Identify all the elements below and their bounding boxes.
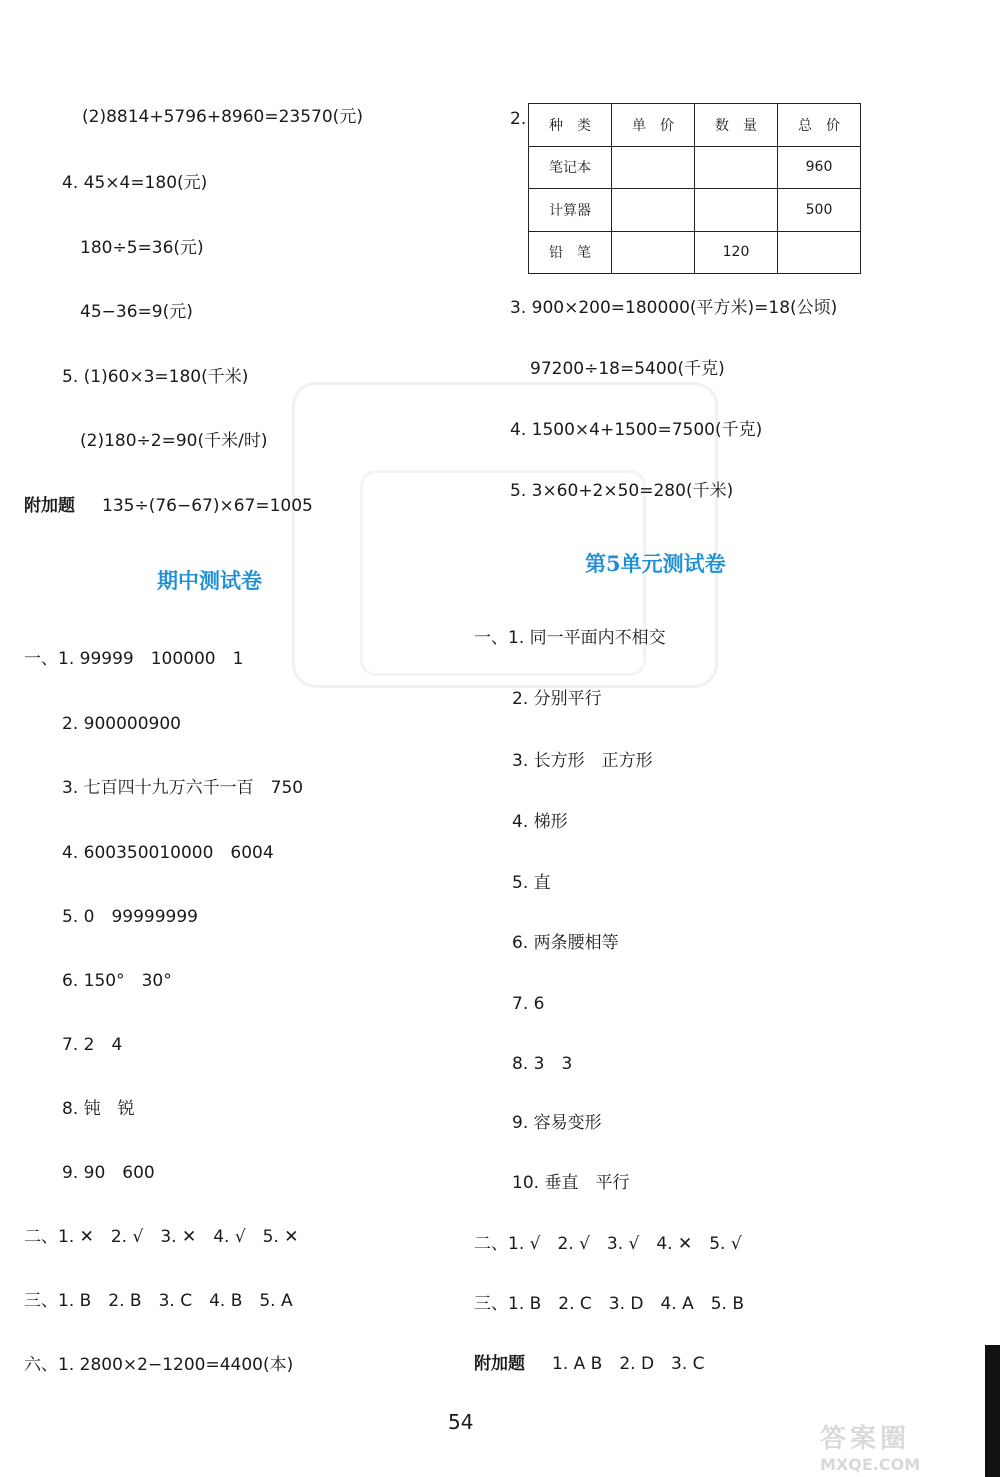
answer-line: 二、1. ✕ 2. √ 3. ✕ 4. √ 5. ✕ bbox=[24, 1227, 299, 1247]
answer-line: 一、1. 同一平面内不相交 bbox=[474, 628, 666, 648]
table-cell bbox=[695, 146, 778, 189]
bonus-answer: 1. A B 2. D 3. C bbox=[552, 1354, 705, 1374]
table-row bbox=[529, 146, 861, 189]
answer-line: 45−36=9(元) bbox=[80, 302, 193, 322]
answer-line: 三、1. B 2. C 3. D 4. A 5. B bbox=[474, 1294, 745, 1314]
table-header-cell: 单 价 bbox=[612, 104, 695, 147]
table-header-cell: 种 类 bbox=[529, 104, 612, 147]
table-cell bbox=[612, 189, 695, 232]
answer-line: 4. 梯形 bbox=[512, 812, 568, 832]
answer-line: 5. 0 99999999 bbox=[62, 907, 198, 927]
answer-line: 3. 900×200=180000(平方米)=18(公顷) bbox=[510, 298, 838, 318]
answer-line: 9. 容易变形 bbox=[512, 1113, 602, 1133]
table-header-row bbox=[529, 104, 861, 147]
bonus-answer: 135÷(76−67)×67=1005 bbox=[102, 496, 313, 516]
table-header-cell: 总 价 bbox=[778, 104, 861, 147]
table-cell: 计算器 bbox=[529, 189, 612, 232]
answer-line: 5. 直 bbox=[512, 873, 551, 893]
table-cell: 500 bbox=[778, 189, 861, 232]
answer-line: 3. 长方形 正方形 bbox=[512, 751, 653, 771]
price-table bbox=[528, 103, 861, 274]
answer-line: 六、1. 2800×2−1200=4400(本) bbox=[24, 1355, 294, 1375]
answer-line: (2)8814+5796+8960=23570(元) bbox=[82, 107, 363, 127]
section-title-midterm: 期中测试卷 bbox=[157, 568, 262, 593]
table-cell: 笔记本 bbox=[529, 146, 612, 189]
table-row bbox=[529, 189, 861, 232]
answer-line: 4. 600350010000 6004 bbox=[62, 843, 274, 863]
watermark-stamp-logo bbox=[820, 1418, 990, 1473]
answer-line: 4. 1500×4+1500=7500(千克) bbox=[510, 420, 763, 440]
stamp-line-2: MXQE.COM bbox=[820, 1455, 921, 1474]
answer-line: 一、1. 99999 100000 1 bbox=[24, 649, 244, 669]
answer-line: 8. 3 3 bbox=[512, 1054, 573, 1074]
table-cell: 铅 笔 bbox=[529, 231, 612, 274]
answer-line: 6. 两条腰相等 bbox=[512, 933, 619, 953]
table-row bbox=[529, 231, 861, 274]
bonus-label: 附加题 bbox=[24, 496, 75, 516]
answer-line: (2)180÷2=90(千米/时) bbox=[80, 431, 268, 451]
answer-line: 4. 45×4=180(元) bbox=[62, 173, 208, 193]
answer-line: 9. 90 600 bbox=[62, 1163, 155, 1183]
answer-line: 三、1. B 2. B 3. C 4. B 5. A bbox=[24, 1291, 293, 1311]
table-cell bbox=[612, 146, 695, 189]
question-number: 2. bbox=[510, 109, 527, 129]
answer-line: 2. 分别平行 bbox=[512, 689, 602, 709]
answer-line: 7. 6 bbox=[512, 994, 545, 1014]
table-cell bbox=[778, 231, 861, 274]
answer-line: 10. 垂直 平行 bbox=[512, 1173, 630, 1193]
table-cell bbox=[612, 231, 695, 274]
table-header-cell: 数 量 bbox=[695, 104, 778, 147]
answer-line: 6. 150° 30° bbox=[62, 971, 172, 991]
table-cell bbox=[695, 189, 778, 232]
section-title-unit5: 第5单元测试卷 bbox=[585, 551, 726, 576]
answer-line: 5. (1)60×3=180(千米) bbox=[62, 367, 249, 387]
table-cell: 960 bbox=[778, 146, 861, 189]
answer-line: 8. 钝 锐 bbox=[62, 1099, 135, 1119]
answer-line: 97200÷18=5400(千克) bbox=[530, 359, 725, 379]
answer-line: 2. 900000900 bbox=[62, 714, 181, 734]
bonus-label: 附加题 bbox=[474, 1354, 525, 1374]
answer-line: 180÷5=36(元) bbox=[80, 238, 204, 258]
page-number: 54 bbox=[448, 1410, 474, 1434]
table-cell: 120 bbox=[695, 231, 778, 274]
answer-line: 3. 七百四十九万六千一百 750 bbox=[62, 778, 304, 798]
stamp-line-1: 答案圈 bbox=[820, 1424, 911, 1454]
answer-line: 5. 3×60+2×50=280(千米) bbox=[510, 481, 734, 501]
answer-line: 二、1. √ 2. √ 3. √ 4. ✕ 5. √ bbox=[474, 1234, 742, 1254]
answer-line: 7. 2 4 bbox=[62, 1035, 123, 1055]
